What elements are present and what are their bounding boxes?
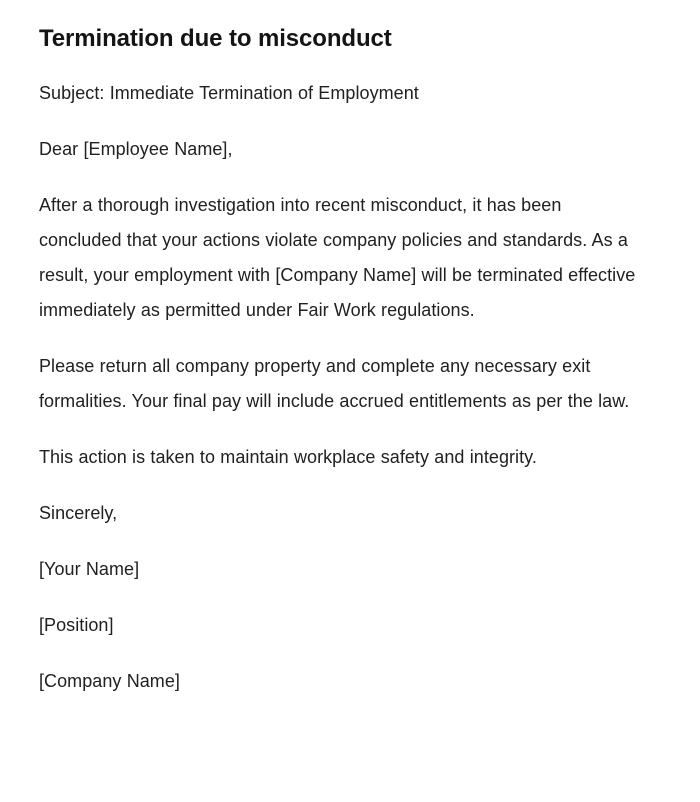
document-body [39,76,639,699]
paragraph-subject: Subject: Immediate Termination of Employment [39,83,419,103]
paragraph-investigation: After a thorough investigation into recent misconduct, it has been concluded that your actions violate company policies and standards. As a result, your employment with [Company Name] will be terminated effective immediately as permitted under Fair Work regulations. [39,195,636,320]
paragraph-safety: This action is taken to maintain workplace safety and integrity. [39,447,537,467]
signature-company-name: [Company Name] [39,671,180,691]
paragraph-closing: Sincerely, [39,503,118,523]
page-title: Termination due to misconduct [39,25,392,52]
signature-your-name: [Your Name] [39,559,140,579]
paragraph-salutation: Dear [Employee Name], [39,139,233,159]
paragraph-property: Please return all company property and complete any necessary exit formalities. Your final pay will include accrued entitlements as per the law. [39,356,630,411]
signature-position: [Position] [39,615,114,635]
